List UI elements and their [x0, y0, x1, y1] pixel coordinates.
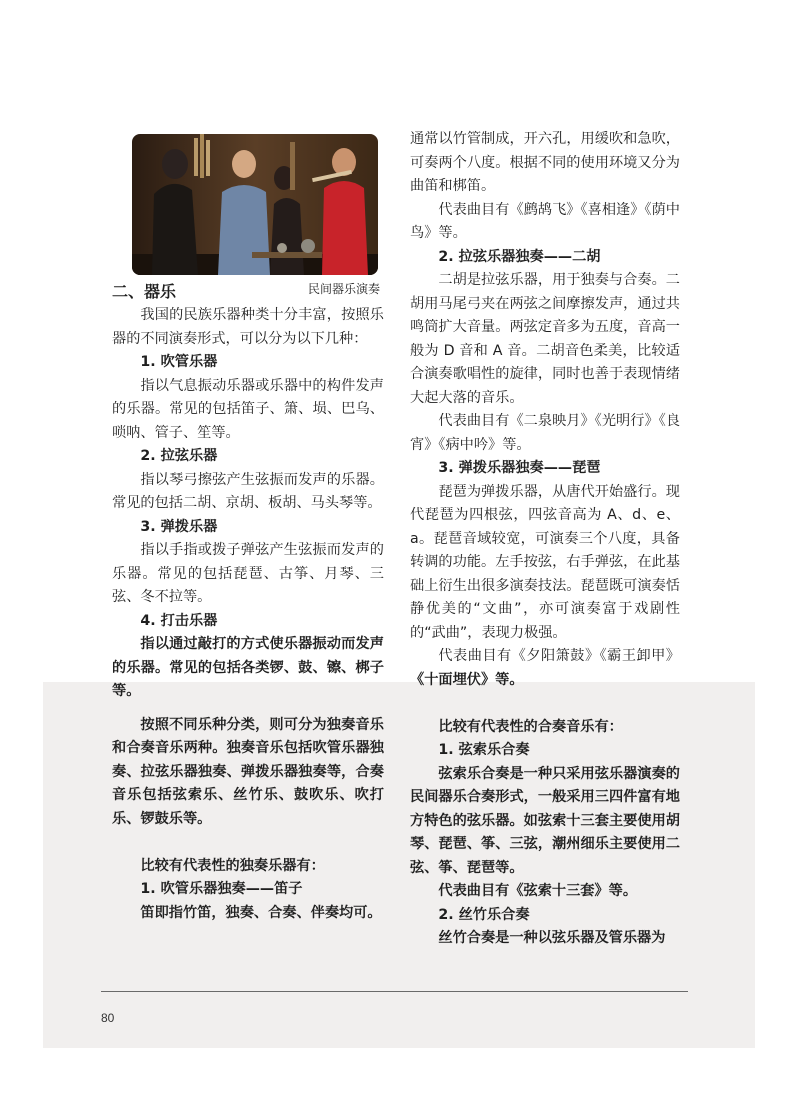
ensemble-heading-sizhu: 2. 丝竹乐合奏	[438, 906, 530, 923]
spacer	[410, 692, 680, 716]
solo-heading-dizi: 1. 吹管乐器独奏——笛子	[140, 881, 303, 897]
ensemble-body-xiansuo: 弦索乐合奏是一种只采用弦乐器演奏的民间器乐合奏形式，一般采用三四件富有地方特色的弦乐器。如弦索十三套主要使用胡琴、琵琶、筝、三弦，潮州细乐主要使用二弦、筝、琵琶等。	[410, 765, 680, 876]
musicians-illustration	[132, 134, 378, 275]
ensemble-pieces-xiansuo: 代表曲目有《弦索十三套》等。	[438, 883, 638, 899]
genre-paragraph: 按照不同乐种分类，则可分为独奏音乐和合奏音乐两种。独奏音乐包括吹管乐器独奏、拉弦乐器独奏、弹拨乐器独奏等，合奏音乐包括弦索乐、丝竹乐、鼓吹乐、吹打乐、锣鼓乐等。	[112, 716, 384, 827]
solo-heading-erhu: 2. 拉弦乐器独奏——二胡	[438, 248, 601, 265]
category-body-bowed: 指以琴弓擦弦产生弦振而发声的乐器。常见的包括二胡、京胡、板胡、马头琴等。	[112, 471, 384, 511]
photo-caption: 民间器乐演奏	[307, 282, 380, 296]
ensemble-heading-xiansuo: 1. 弦索乐合奏	[438, 742, 530, 758]
solo-pieces-pipa: 代表曲目有《夕阳箫鼓》《霸王卸甲》《十面埋伏》等。	[410, 648, 680, 688]
page-number: 80	[101, 1011, 115, 1025]
ensemble-heading: 比较有代表性的合奏音乐有：	[438, 718, 623, 735]
category-heading-percussion: 4. 打击乐器	[140, 612, 218, 629]
footer-rule	[101, 991, 688, 992]
solo-heading-pipa: 3. 弹拨乐器独奏——琵琶	[438, 460, 601, 476]
right-column	[410, 128, 680, 951]
solo-body-dizi-start: 笛即指竹笛，独奏、合奏、伴奏均可。	[140, 904, 382, 921]
solo-body-erhu: 二胡是拉弦乐器，用于独奏与合奏。二胡用马尾弓夹在两弦之间摩擦发声，通过共鸣筒扩大音量。两弦定音多为五度，音高一般为 D 音和 A 音。二胡音色柔美，比较适合演奏歌唱性的旋律，同时也善于表现情绪大起大落的音乐。	[410, 272, 680, 406]
left-column	[112, 280, 384, 925]
spacer	[112, 831, 384, 855]
category-body-percussion: 指以通过敲打的方式使乐器振动而发声的乐器。常见的包括各类锣、鼓、镲、梆子等。	[112, 636, 384, 699]
intro-paragraph: 我国的民族乐器种类十分丰富，按照乐器的不同演奏形式，可以分为以下几种：	[112, 307, 384, 347]
solo-heading: 比较有代表性的独奏乐器有：	[140, 857, 325, 874]
solo-pieces-erhu: 代表曲目有《二泉映月》《光明行》《良宵》《病中吟》等。	[410, 413, 681, 453]
folk-music-photo	[132, 134, 378, 275]
solo-body-dizi-cont: 通常以竹管制成，开六孔，用缓吹和急吹，可奏两个八度。根据不同的使用环境又分为曲笛和梆笛。	[410, 131, 680, 194]
section-heading: 二、器乐	[112, 282, 177, 301]
category-heading-bowed: 2. 拉弦乐器	[140, 448, 218, 464]
category-body-wind: 指以气息振动乐器或乐器中的构件发声的乐器。常见的包括笛子、箫、埙、巴乌、唢呐、管子、笙等。	[112, 377, 384, 441]
category-body-plucked: 指以手指或拨子弹弦产生弦振而发声的乐器。常见的包括琵琶、古筝、月琴、三弦、冬不拉等。	[112, 542, 384, 605]
category-heading-wind: 1. 吹管乐器	[140, 354, 218, 370]
solo-pieces-dizi: 代表曲目有《鹧鸪飞》《喜相逢》《荫中鸟》等。	[410, 201, 680, 241]
solo-body-pipa: 琵琶为弹拨乐器，从唐代开始盛行。现代琵琶为四根弦，四弦音高为 A、d、e、a。琵琶音域较宽，可演奏三个八度，具备转调的功能。左手按弦，右手弹弦，在此基础上衍生出很多演奏技法。琵琶既可演奏恬静优美的“文曲”，亦可演奏富于戏剧性的“武曲”，表现力极强。	[410, 483, 680, 641]
ensemble-body-sizhu: 丝竹合奏是一种以弦乐器及管乐器为	[438, 930, 666, 946]
category-heading-plucked: 3. 弹拨乐器	[140, 518, 218, 535]
